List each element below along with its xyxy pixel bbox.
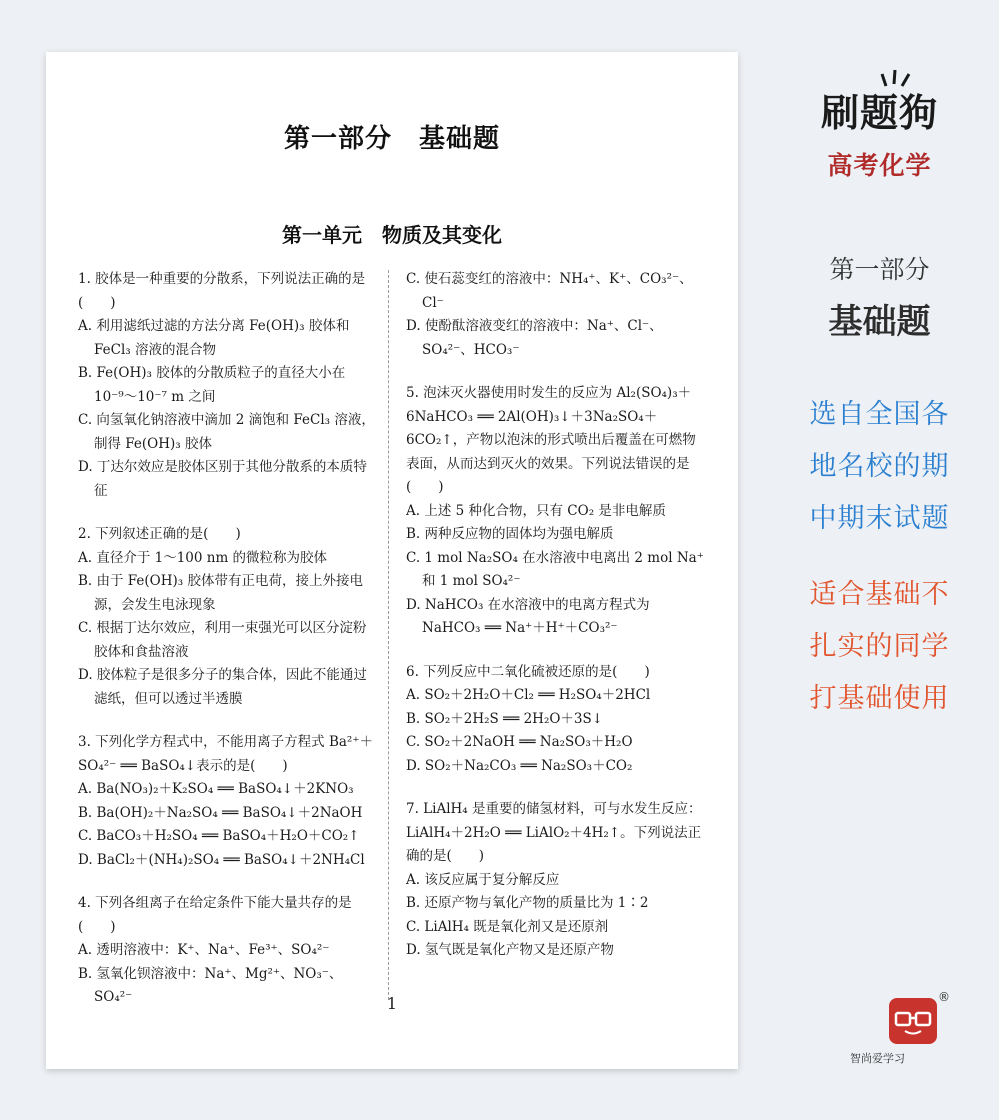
option-a: A. Ba(NO₃)₂＋K₂SO₄ ══ BaSO₄↓＋2KNO₃ <box>78 781 354 797</box>
option-c: C. 根据丁达尔效应，利用一束强光可以区分淀粉胶体和食盐溶液 <box>78 620 367 660</box>
option-b: B. SO₂＋2H₂S ══ 2H₂O＋3S↓ <box>406 710 604 727</box>
question-1 <box>78 268 378 503</box>
blue-text-line: 中期末试题 <box>809 503 950 534</box>
column-divider <box>388 270 389 1000</box>
option-c: C. 1 mol Na₂SO₄ 在水溶液中电离出 2 mol Na⁺和 1 mol SO₄²⁻ <box>406 549 704 589</box>
unit-title: 第一单元 物质及其变化 <box>282 223 502 247</box>
question-stem: 2. 下列叙述正确的是( ) <box>78 526 241 542</box>
option-d: D. 胶体粒子是很多分子的集合体，因此不能通过滤纸，但可以透过半透膜 <box>78 667 367 707</box>
option-d: D. SO₂＋Na₂CO₃ ══ Na₂SO₃＋CO₂ <box>406 757 633 774</box>
glasses-icon <box>889 998 937 1044</box>
sparkle-icon <box>878 68 914 90</box>
exam-page <box>46 52 738 1069</box>
question-stem: 7. LiAlH₄ 是重要的储氢材料，可与水发生反应：LiAlH₄＋2H₂O ══ LiAlO₂＋4H₂↑。下列说法正确的是( ) <box>406 801 702 864</box>
option-a: A. 该反应属于复分解反应 <box>406 871 560 888</box>
option-b: B. Fe(OH)₃ 胶体的分散质粒子的直径大小在 10⁻⁹～10⁻⁷ m 之间 <box>78 365 346 405</box>
question-2 <box>78 523 378 711</box>
option-b: B. 两种反应物的固体均为强电解质 <box>406 526 614 542</box>
option-b: B. 氢氧化钡溶液中：Na⁺、Mg²⁺、NO₃⁻、SO₄²⁻ <box>78 965 343 1005</box>
option-c: C. 使石蕊变红的溶液中：NH₄⁺、K⁺、CO₃²⁻、Cl⁻ <box>406 271 693 311</box>
option-b: B. Ba(OH)₂＋Na₂SO₄ ══ BaSO₄↓＋2NaOH <box>78 804 363 821</box>
part-title: 第一部分 基础题 <box>283 124 500 154</box>
part-label: 第一部分 <box>829 255 930 284</box>
option-d: D. 丁达尔效应是胶体区别于其他分散系的本质特征 <box>78 459 367 499</box>
basic-label: 基础题 <box>828 302 931 342</box>
registered-mark: ® <box>938 990 950 1004</box>
question-4-continued <box>406 268 706 362</box>
right-column <box>406 268 706 983</box>
option-d-equation: NaHCO₃ ══ Na⁺＋H⁺＋CO₃²⁻ <box>422 620 618 636</box>
option-b: B. 还原产物与氧化产物的质量比为 1∶2 <box>406 895 649 911</box>
orange-text-line: 打基础使用 <box>809 683 950 714</box>
option-a: A. SO₂＋2H₂O＋Cl₂ ══ H₂SO₄＋2HCl <box>406 687 651 703</box>
question-stem: 6. 下列反应中二氧化硫被还原的是( ) <box>406 663 650 680</box>
option-a: A. 直径介于 1～100 nm 的微粒称为胶体 <box>78 549 328 566</box>
question-stem: 3. 下列化学方程式中，不能用离子方程式 Ba²⁺＋SO₄²⁻ ══ BaSO₄↓表示的是( ) <box>78 734 373 774</box>
brand-logo <box>760 82 999 137</box>
publisher-logo-icon <box>889 998 937 1044</box>
option-d: D. NaHCO₃ 在水溶液中的电离方程式为 <box>406 596 650 613</box>
option-b: B. 由于 Fe(OH)₃ 胶体带有正电荷，接上外接电源，会发生电泳现象 <box>78 573 363 613</box>
option-c: C. LiAlH₄ 既是氧化剂又是还原剂 <box>406 918 609 935</box>
orange-text-line: 适合基础不 <box>809 579 950 610</box>
question-4 <box>78 892 378 1010</box>
option-c: C. 向氢氧化钠溶液中滴加 2 滴饱和 FeCl₃ 溶液，制得 Fe(OH)₃ 胶体 <box>78 412 375 452</box>
option-a: A. 上述 5 种化合物，只有 CO₂ 是非电解质 <box>406 502 666 519</box>
blue-text-line: 选自全国各 <box>809 399 950 430</box>
question-stem: 4. 下列各组离子在给定条件下能大量共存的是( ) <box>78 895 352 935</box>
blue-text-line: 地名校的期 <box>809 451 950 482</box>
question-6 <box>406 661 706 779</box>
orange-text-line: 扎实的同学 <box>809 631 950 662</box>
option-d: D. 氢气既是氧化产物又是还原产物 <box>406 942 614 958</box>
option-a: A. 利用滤纸过滤的方法分离 Fe(OH)₃ 胶体和 FeCl₃ 溶液的混合物 <box>78 318 350 358</box>
left-column <box>78 268 378 1030</box>
option-c: C. BaCO₃＋H₂SO₄ ══ BaSO₄＋H₂O＋CO₂↑ <box>78 828 360 844</box>
question-stem: 1. 胶体是一种重要的分散系，下列说法正确的是( ) <box>78 271 366 311</box>
option-d: D. 使酚酞溶液变红的溶液中：Na⁺、Cl⁻、SO₄²⁻、HCO₃⁻ <box>406 318 663 358</box>
option-a: A. 透明溶液中：K⁺、Na⁺、Fe³⁺、SO₄²⁻ <box>78 942 330 958</box>
option-d: D. BaCl₂＋(NH₄)₂SO₄ ══ BaSO₄↓＋2NH₄Cl <box>78 851 365 868</box>
question-7 <box>406 798 706 963</box>
question-3 <box>78 731 378 872</box>
question-stem: 5. 泡沫灭火器使用时发生的反应为 Al₂(SO₄)₃＋6NaHCO₃ ══ 2Al(OH)₃↓＋3Na₂SO₄＋6CO₂↑，产物以泡沫的形式喷出后覆盖在可燃物表面，从而达到灭火的效果。下列说法错误的是( ) <box>406 385 696 495</box>
brand-name: 刷题狗 <box>820 91 938 135</box>
option-c: C. SO₂＋2NaOH ══ Na₂SO₃＋H₂O <box>406 734 633 750</box>
page-number: 1 <box>386 994 398 1013</box>
question-5 <box>406 382 706 641</box>
subject-label: 高考化学 <box>827 151 932 180</box>
publisher-name: 智尚爱学习 <box>850 1052 905 1065</box>
